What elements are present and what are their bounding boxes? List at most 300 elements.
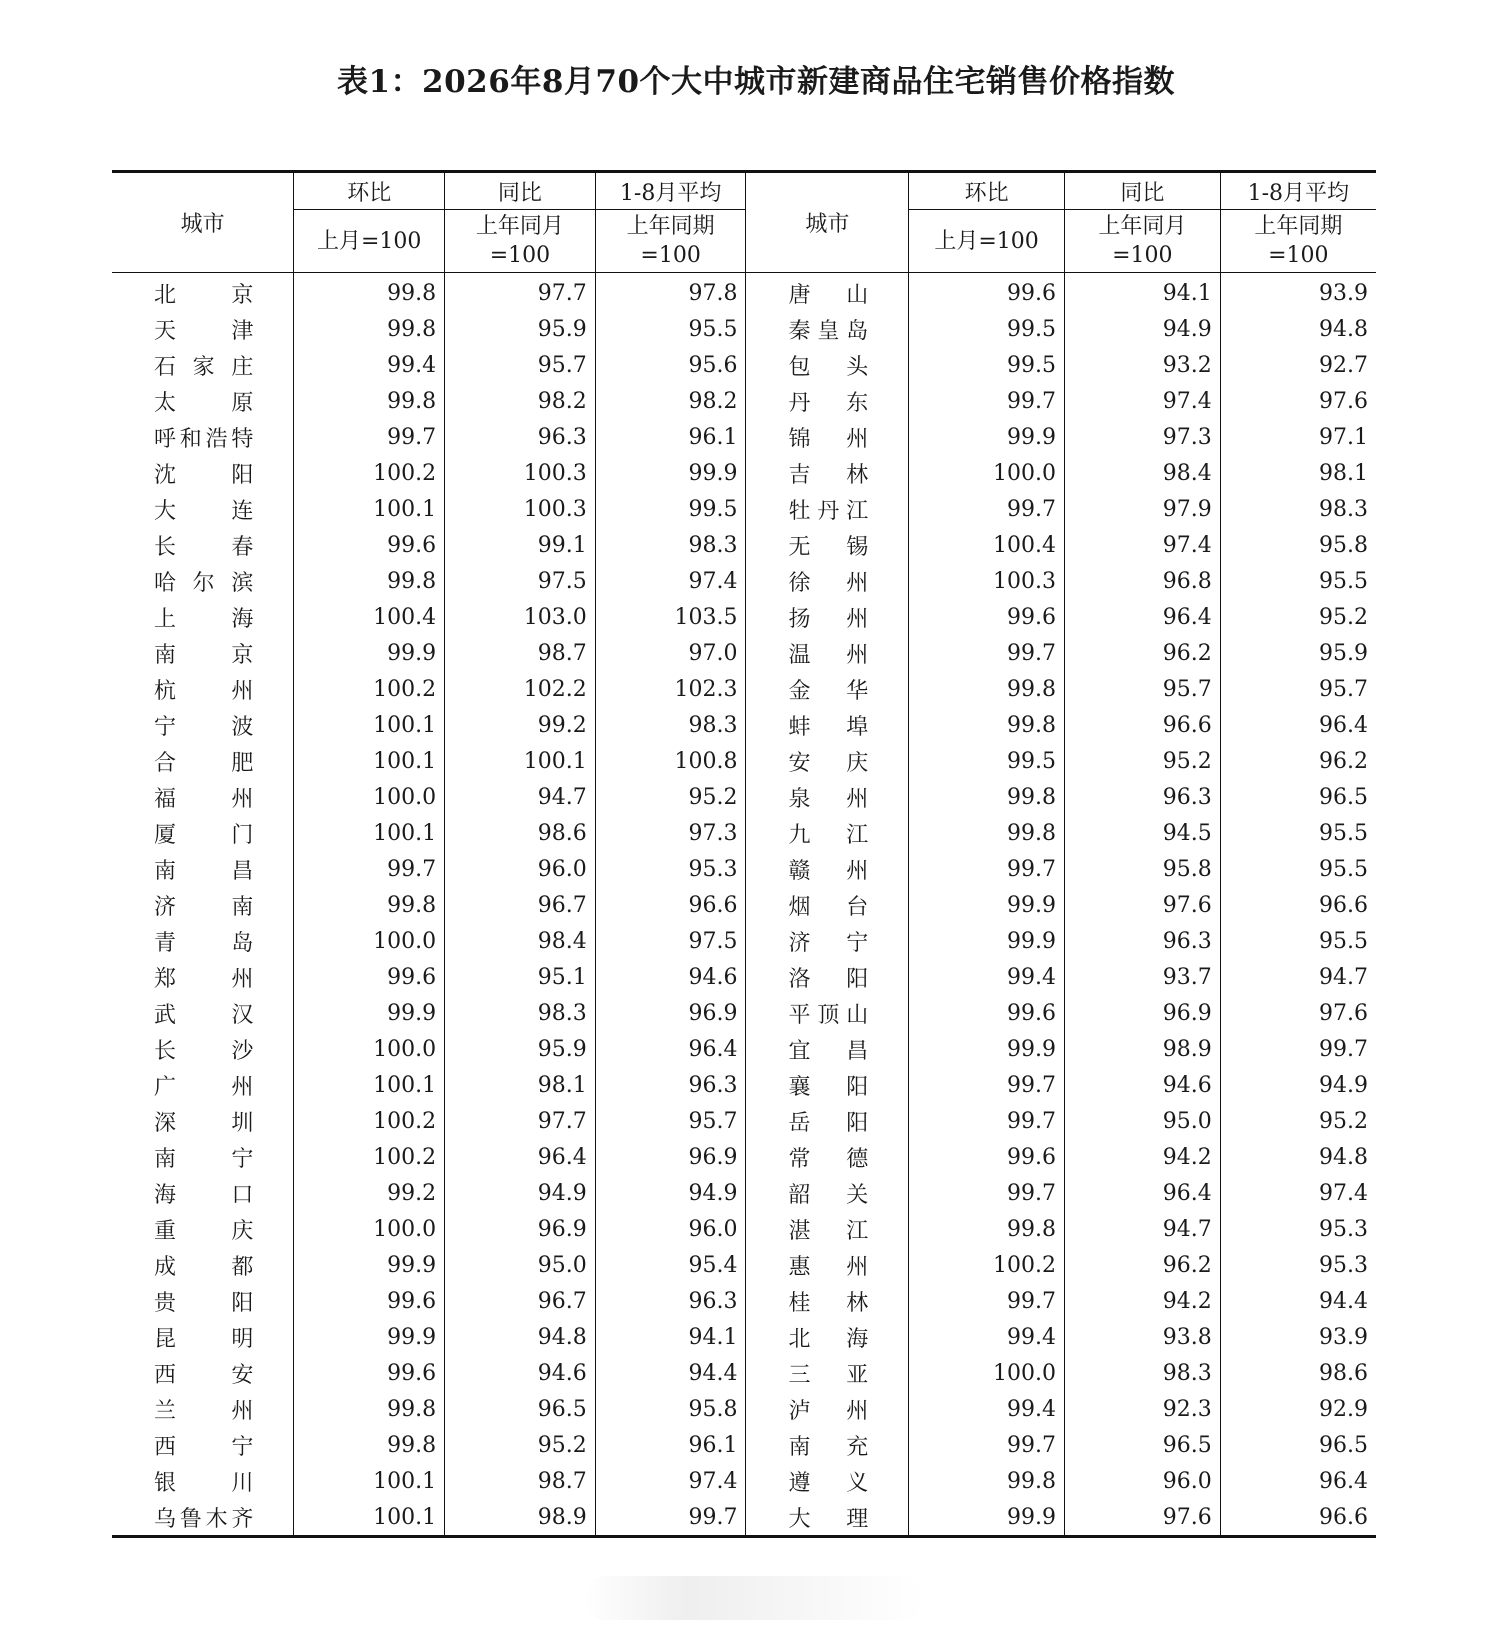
mom-cell: 99.8: [294, 311, 445, 347]
city-name-char: 台: [846, 894, 869, 920]
mom-cell: 100.1: [294, 1499, 445, 1537]
avg-cell: 95.5: [595, 311, 746, 347]
avg-cell-right: 93.9: [1220, 273, 1376, 312]
city-name-char: 州: [846, 606, 869, 632]
city-name-char: 州: [231, 1074, 254, 1100]
mom-cell-right: 99.4: [909, 1319, 1065, 1355]
avg-cell: 100.8: [595, 743, 746, 779]
avg-cell: 98.3: [595, 527, 746, 563]
yoy-cell: 98.4: [445, 923, 596, 959]
city-name-char: 埠: [846, 714, 869, 740]
yoy-cell-right: 97.3: [1064, 419, 1220, 455]
city-cell-right: [746, 491, 909, 527]
city-name-char: 海: [154, 1182, 177, 1208]
city-name-char: 家: [192, 354, 215, 380]
city-name-char: 南: [154, 1146, 177, 1172]
mom-cell: 99.4: [294, 347, 445, 383]
mom-cell-right: 100.0: [909, 1355, 1065, 1391]
avg-cell-right: 94.8: [1220, 311, 1376, 347]
city-cell: [112, 1355, 294, 1391]
avg-cell-right: 94.4: [1220, 1283, 1376, 1319]
city-name-char: 南: [231, 894, 254, 920]
city-cell: [112, 1031, 294, 1067]
city-name-char: 江: [846, 1218, 869, 1244]
avg-cell-right: 99.7: [1220, 1031, 1376, 1067]
yoy-header-right: 同比: [1064, 172, 1220, 210]
table-row: [112, 1175, 1376, 1211]
avg-cell: 97.3: [595, 815, 746, 851]
city-name-char: 南: [788, 1434, 811, 1460]
yoy-cell-right: 96.3: [1064, 779, 1220, 815]
avg-cell-right: 96.6: [1220, 1499, 1376, 1537]
avg-cell: 96.1: [595, 419, 746, 455]
avg-cell-right: 95.5: [1220, 815, 1376, 851]
mom-header: 环比: [294, 172, 445, 210]
avg-cell-right: 98.6: [1220, 1355, 1376, 1391]
mom-base-header: 上月=100: [294, 210, 445, 273]
mom-cell-right: 100.2: [909, 1247, 1065, 1283]
city-cell: [112, 923, 294, 959]
city-name-char: 林: [846, 462, 869, 488]
city-cell: [112, 1247, 294, 1283]
city-name-char: 京: [231, 642, 254, 668]
yoy-cell-right: 98.3: [1064, 1355, 1220, 1391]
mom-cell-right: 99.8: [909, 779, 1065, 815]
mom-cell-right: 100.4: [909, 527, 1065, 563]
avg-cell: 97.0: [595, 635, 746, 671]
city-name-char: 岛: [231, 930, 254, 956]
yoy-cell: 94.6: [445, 1355, 596, 1391]
mom-cell-right: 99.8: [909, 1463, 1065, 1499]
yoy-cell-right: 95.7: [1064, 671, 1220, 707]
mom-cell-right: 99.8: [909, 1211, 1065, 1247]
yoy-cell: 100.3: [445, 491, 596, 527]
city-name-char: 北: [788, 1326, 811, 1352]
city-name-char: 义: [846, 1470, 869, 1496]
city-name-char: 鲁: [179, 1506, 202, 1532]
city-cell-right: [746, 1427, 909, 1463]
city-cell-right: [746, 887, 909, 923]
avg-cell: 96.3: [595, 1067, 746, 1103]
city-name-char: 哈: [154, 570, 177, 596]
avg-cell: 94.4: [595, 1355, 746, 1391]
yoy-cell: 96.3: [445, 419, 596, 455]
yoy-cell: 95.0: [445, 1247, 596, 1283]
mom-cell-right: 100.3: [909, 563, 1065, 599]
city-name-char: 昌: [231, 858, 254, 884]
city-cell: [112, 1283, 294, 1319]
avg-cell-right: 97.6: [1220, 383, 1376, 419]
avg-cell: 96.9: [595, 995, 746, 1031]
city-name-char: 北: [154, 282, 177, 308]
city-cell: [112, 779, 294, 815]
city-cell: [112, 1175, 294, 1211]
avg-cell: 96.4: [595, 1031, 746, 1067]
mom-cell: 100.1: [294, 707, 445, 743]
city-name-char: 州: [846, 786, 869, 812]
mom-cell-right: 99.5: [909, 347, 1065, 383]
city-cell: [112, 311, 294, 347]
avg-header-right: 1-8月平均: [1220, 172, 1376, 210]
city-name-char: 顶: [817, 1002, 840, 1028]
city-name-char: 乌: [154, 1506, 177, 1532]
avg-cell: 98.2: [595, 383, 746, 419]
avg-cell-right: 96.4: [1220, 1463, 1376, 1499]
city-cell-right: [746, 419, 909, 455]
avg-cell-right: 95.9: [1220, 635, 1376, 671]
city-name-char: 西: [154, 1434, 177, 1460]
city-name-char: 德: [846, 1146, 869, 1172]
city-name-char: 东: [846, 390, 869, 416]
city-name-char: 州: [231, 1398, 254, 1424]
city-name-char: 安: [788, 750, 811, 776]
city-name-char: 大: [788, 1506, 811, 1532]
city-name-char: 上: [154, 606, 177, 632]
city-column-header-right: 城市: [746, 172, 909, 273]
city-name-char: 关: [846, 1182, 869, 1208]
watermark-logo: [584, 1576, 924, 1620]
mom-cell-right: 99.4: [909, 1391, 1065, 1427]
city-name-char: 岛: [846, 318, 869, 344]
city-cell: [112, 743, 294, 779]
mom-cell: 100.1: [294, 1067, 445, 1103]
mom-cell: 100.2: [294, 1103, 445, 1139]
city-name-char: 连: [231, 498, 254, 524]
city-name-char: 安: [231, 1362, 254, 1388]
avg-cell: 96.0: [595, 1211, 746, 1247]
table-body: [112, 273, 1376, 1537]
avg-cell: 97.8: [595, 273, 746, 312]
mom-cell-right: 99.7: [909, 635, 1065, 671]
mom-cell-right: 99.7: [909, 383, 1065, 419]
mom-cell: 100.1: [294, 815, 445, 851]
yoy-cell-right: 97.6: [1064, 1499, 1220, 1537]
city-name-char: 无: [788, 534, 811, 560]
city-cell-right: [746, 527, 909, 563]
city-name-char: 锡: [846, 534, 869, 560]
mom-cell: 100.1: [294, 743, 445, 779]
yoy-cell-right: 96.3: [1064, 923, 1220, 959]
yoy-base-header: 上年同月 =100: [445, 210, 596, 273]
city-name-char: 西: [154, 1362, 177, 1388]
table-row: [112, 1139, 1376, 1175]
avg-cell: 95.6: [595, 347, 746, 383]
yoy-cell-right: 95.2: [1064, 743, 1220, 779]
city-name-char: 郑: [154, 966, 177, 992]
city-cell: [112, 995, 294, 1031]
avg-cell: 94.1: [595, 1319, 746, 1355]
city-name-char: 特: [231, 426, 254, 452]
yoy-base-header-right: 上年同月 =100: [1064, 210, 1220, 273]
mom-cell: 100.0: [294, 779, 445, 815]
city-cell-right: [746, 671, 909, 707]
yoy-cell-right: 94.9: [1064, 311, 1220, 347]
mom-cell: 100.4: [294, 599, 445, 635]
city-name-char: 锦: [788, 426, 811, 452]
city-name-char: 昆: [154, 1326, 177, 1352]
city-name-char: 阳: [846, 1074, 869, 1100]
yoy-cell: 99.1: [445, 527, 596, 563]
mom-cell: 99.8: [294, 383, 445, 419]
city-name-char: 湛: [788, 1218, 811, 1244]
avg-cell-right: 96.2: [1220, 743, 1376, 779]
city-cell: [112, 851, 294, 887]
city-cell-right: [746, 1103, 909, 1139]
city-name-char: 唐: [788, 282, 811, 308]
mom-cell-right: 99.8: [909, 707, 1065, 743]
city-cell-right: [746, 1067, 909, 1103]
yoy-cell-right: 96.9: [1064, 995, 1220, 1031]
city-name-char: 金: [788, 678, 811, 704]
yoy-cell: 103.0: [445, 599, 596, 635]
city-name-char: 皇: [817, 318, 840, 344]
city-name-char: 京: [231, 282, 254, 308]
yoy-cell-right: 94.6: [1064, 1067, 1220, 1103]
yoy-cell-right: 98.9: [1064, 1031, 1220, 1067]
avg-cell: 97.5: [595, 923, 746, 959]
city-cell-right: [746, 779, 909, 815]
yoy-cell: 100.3: [445, 455, 596, 491]
table-row: [112, 599, 1376, 635]
city-cell-right: [746, 563, 909, 599]
table-row: [112, 1103, 1376, 1139]
city-cell-right: [746, 1391, 909, 1427]
city-cell-right: [746, 599, 909, 635]
yoy-cell-right: 96.4: [1064, 1175, 1220, 1211]
city-name-char: 州: [231, 786, 254, 812]
city-cell: [112, 383, 294, 419]
yoy-cell: 95.9: [445, 311, 596, 347]
yoy-cell: 97.7: [445, 1103, 596, 1139]
avg-header: 1-8月平均: [595, 172, 746, 210]
city-cell-right: [746, 347, 909, 383]
mom-cell: 100.2: [294, 671, 445, 707]
city-name-char: 南: [154, 642, 177, 668]
avg-cell: 103.5: [595, 599, 746, 635]
yoy-cell: 97.5: [445, 563, 596, 599]
city-cell-right: [746, 1463, 909, 1499]
city-cell: [112, 1103, 294, 1139]
mom-cell: 99.8: [294, 887, 445, 923]
yoy-cell: 96.7: [445, 887, 596, 923]
mom-cell: 99.6: [294, 1283, 445, 1319]
table-row: [112, 1427, 1376, 1463]
avg-cell: 94.9: [595, 1175, 746, 1211]
city-name-char: 扬: [788, 606, 811, 632]
table-row: [112, 419, 1376, 455]
city-cell: [112, 1139, 294, 1175]
table-row: [112, 779, 1376, 815]
city-name-char: 呼: [154, 426, 177, 452]
mom-cell: 99.6: [294, 959, 445, 995]
city-cell: [112, 455, 294, 491]
yoy-cell: 96.4: [445, 1139, 596, 1175]
mom-cell-right: 99.9: [909, 419, 1065, 455]
mom-cell-right: 99.6: [909, 1139, 1065, 1175]
avg-cell-right: 96.5: [1220, 1427, 1376, 1463]
city-name-char: 武: [154, 1002, 177, 1028]
city-name-char: 遵: [788, 1470, 811, 1496]
table-row: [112, 959, 1376, 995]
city-cell-right: [746, 1031, 909, 1067]
table-row: [112, 635, 1376, 671]
city-name-char: 青: [154, 930, 177, 956]
table-row: [112, 1247, 1376, 1283]
mom-cell: 99.8: [294, 1391, 445, 1427]
avg-cell-right: 95.2: [1220, 1103, 1376, 1139]
city-name-char: 兰: [154, 1398, 177, 1424]
city-name-char: 州: [231, 966, 254, 992]
mom-cell: 99.9: [294, 1247, 445, 1283]
city-name-char: 泉: [788, 786, 811, 812]
city-name-char: 宁: [231, 1434, 254, 1460]
city-cell: [112, 1463, 294, 1499]
city-name-char: 山: [846, 1002, 869, 1028]
mom-cell: 99.8: [294, 273, 445, 312]
avg-cell-right: 95.7: [1220, 671, 1376, 707]
table-row: [112, 995, 1376, 1031]
city-name-char: 福: [154, 786, 177, 812]
mom-base-header-right: 上月=100: [909, 210, 1065, 273]
yoy-cell-right: 94.2: [1064, 1283, 1220, 1319]
city-cell-right: [746, 383, 909, 419]
mom-cell: 99.7: [294, 851, 445, 887]
city-name-char: 平: [788, 1002, 811, 1028]
yoy-cell-right: 94.7: [1064, 1211, 1220, 1247]
mom-cell-right: 99.8: [909, 815, 1065, 851]
city-cell: [112, 671, 294, 707]
mom-cell-right: 99.6: [909, 273, 1065, 312]
table-row: [112, 815, 1376, 851]
city-cell: [112, 707, 294, 743]
city-name-char: 丹: [788, 390, 811, 416]
city-name-char: 庆: [231, 1218, 254, 1244]
city-name-char: 昌: [846, 1038, 869, 1064]
city-name-char: 都: [231, 1254, 254, 1280]
yoy-cell-right: 96.0: [1064, 1463, 1220, 1499]
mom-cell: 100.0: [294, 1031, 445, 1067]
yoy-cell-right: 95.0: [1064, 1103, 1220, 1139]
city-name-char: 海: [231, 606, 254, 632]
mom-cell: 99.6: [294, 527, 445, 563]
city-cell-right: [746, 1175, 909, 1211]
city-name-char: 九: [788, 822, 811, 848]
city-name-char: 宁: [846, 930, 869, 956]
avg-cell-right: 95.3: [1220, 1211, 1376, 1247]
mom-cell: 99.9: [294, 635, 445, 671]
yoy-cell: 95.9: [445, 1031, 596, 1067]
yoy-cell-right: 97.4: [1064, 527, 1220, 563]
table-row: [112, 923, 1376, 959]
mom-cell-right: 99.9: [909, 1499, 1065, 1537]
city-cell-right: [746, 1247, 909, 1283]
yoy-cell-right: 92.3: [1064, 1391, 1220, 1427]
avg-cell-right: 92.9: [1220, 1391, 1376, 1427]
yoy-cell: 98.9: [445, 1499, 596, 1537]
city-name-char: 银: [154, 1470, 177, 1496]
city-name-char: 头: [846, 354, 869, 380]
yoy-cell-right: 96.8: [1064, 563, 1220, 599]
avg-cell: 96.6: [595, 887, 746, 923]
avg-cell-right: 96.4: [1220, 707, 1376, 743]
table-title: 表1：2026年8月70个大中城市新建商品住宅销售价格指数: [336, 64, 1176, 100]
city-cell: [112, 527, 294, 563]
yoy-cell: 96.9: [445, 1211, 596, 1247]
mom-cell-right: 99.7: [909, 1103, 1065, 1139]
mom-cell: 99.9: [294, 1319, 445, 1355]
avg-cell-right: 95.5: [1220, 923, 1376, 959]
city-name-char: 包: [788, 354, 811, 380]
city-name-char: 波: [231, 714, 254, 740]
avg-cell-right: 98.1: [1220, 455, 1376, 491]
mom-cell-right: 99.7: [909, 1067, 1065, 1103]
city-name-char: 庄: [231, 354, 254, 380]
table-row: [112, 1031, 1376, 1067]
mom-cell: 99.2: [294, 1175, 445, 1211]
mom-cell: 100.0: [294, 1211, 445, 1247]
city-cell: [112, 491, 294, 527]
mom-cell-right: 99.7: [909, 1283, 1065, 1319]
city-name-char: 华: [846, 678, 869, 704]
table-row: [112, 1391, 1376, 1427]
city-name-char: 亚: [846, 1362, 869, 1388]
mom-cell-right: 99.4: [909, 959, 1065, 995]
city-name-char: 林: [846, 1290, 869, 1316]
city-name-char: 宁: [154, 714, 177, 740]
city-name-char: 济: [788, 930, 811, 956]
avg-cell: 99.7: [595, 1499, 746, 1537]
city-name-char: 韶: [788, 1182, 811, 1208]
avg-cell: 95.2: [595, 779, 746, 815]
yoy-header: 同比: [445, 172, 596, 210]
city-name-char: 吉: [788, 462, 811, 488]
avg-cell: 96.3: [595, 1283, 746, 1319]
city-name-char: 泸: [788, 1398, 811, 1424]
city-cell-right: [746, 1211, 909, 1247]
yoy-cell: 95.1: [445, 959, 596, 995]
city-name-char: 赣: [788, 858, 811, 884]
city-cell-right: [746, 815, 909, 851]
city-name-char: 洛: [788, 966, 811, 992]
city-cell: [112, 959, 294, 995]
mom-cell-right: 99.7: [909, 1427, 1065, 1463]
city-cell: [112, 1499, 294, 1537]
city-name-char: 大: [154, 498, 177, 524]
city-name-char: 秦: [788, 318, 811, 344]
city-name-char: 门: [231, 822, 254, 848]
price-index-table: [112, 170, 1376, 1538]
yoy-cell: 96.7: [445, 1283, 596, 1319]
city-cell: [112, 887, 294, 923]
city-name-char: 川: [231, 1470, 254, 1496]
avg-cell-right: 97.4: [1220, 1175, 1376, 1211]
city-name-char: 岳: [788, 1110, 811, 1136]
yoy-cell-right: 93.2: [1064, 347, 1220, 383]
avg-base-header-right: 上年同期 =100: [1220, 210, 1376, 273]
city-cell-right: [746, 959, 909, 995]
city-name-char: 理: [846, 1506, 869, 1532]
city-cell: [112, 815, 294, 851]
city-cell: [112, 1391, 294, 1427]
yoy-cell: 95.2: [445, 1427, 596, 1463]
table-row: [112, 887, 1376, 923]
table-row: [112, 1463, 1376, 1499]
table-row: [112, 707, 1376, 743]
yoy-cell: 98.6: [445, 815, 596, 851]
city-name-char: 春: [231, 534, 254, 560]
avg-cell: 99.9: [595, 455, 746, 491]
city-name-char: 丹: [817, 498, 840, 524]
